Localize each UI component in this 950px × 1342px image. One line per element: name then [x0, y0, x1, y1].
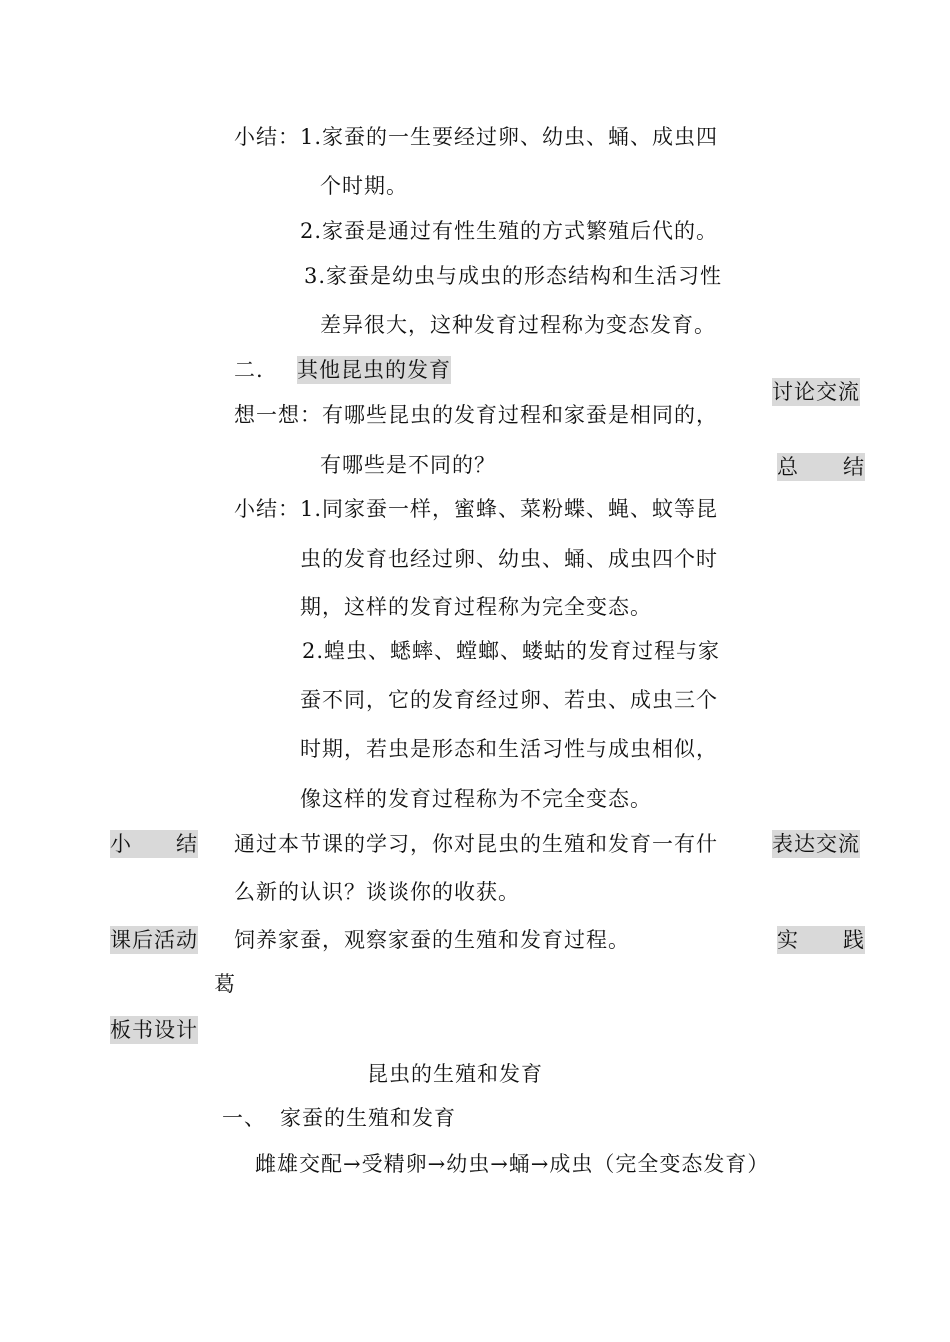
board-section-number: 一、 — [222, 1106, 266, 1130]
note-practice: 实 践 — [777, 928, 865, 952]
summary2-label: 小结： — [234, 497, 300, 521]
summary2-point1-line1: 1.同家蚕一样，蜜蜂、菜粉蝶、蝇、蚊等昆 — [300, 497, 719, 521]
think-label: 想一想： — [234, 403, 322, 427]
summary2-point1-line2: 虫的发育也经过卵、幼虫、蛹、成虫四个时 — [300, 547, 718, 571]
note-summarize: 总 结 — [777, 455, 865, 479]
summary2-point2-line3: 时期，若虫是形态和生活习性与成虫相似， — [300, 737, 718, 761]
summary1-point3-line2: 差异很大，这种发育过程称为变态发育。 — [320, 313, 716, 337]
conclusion-line1: 通过本节课的学习，你对昆虫的生殖和发育一有什 — [234, 832, 718, 856]
summary2-point2-line1: 2.蝗虫、蟋蟀、螳螂、蝼蛄的发育过程与家 — [302, 639, 721, 663]
board-section-title: 家蚕的生殖和发育 — [280, 1106, 456, 1130]
note-discuss: 讨论交流 — [772, 380, 860, 404]
after-class-text: 饲养家蚕，观察家蚕的生殖和发育过程。 — [234, 928, 630, 952]
summary1-point1-line2: 个时期。 — [320, 174, 408, 198]
stray-character: 葛 — [214, 972, 236, 996]
summary2-point2-line4: 像这样的发育过程称为不完全变态。 — [300, 787, 652, 811]
think-line1: 有哪些昆虫的发育过程和家蚕是相同的， — [322, 403, 718, 427]
summary2-point1-line3: 期，这样的发育过程称为完全变态。 — [300, 595, 652, 619]
summary2-point2-line2: 蚕不同，它的发育经过卵、若虫、成虫三个 — [300, 688, 718, 712]
conclusion-label: 小 结 — [110, 832, 198, 856]
board-flow: 雌雄交配→受精卵→幼虫→蛹→成虫（完全变态发育） — [255, 1152, 770, 1176]
summary1-point1-line1: 1.家蚕的一生要经过卵、幼虫、蛹、成虫四 — [300, 125, 719, 149]
think-line2: 有哪些是不同的？ — [320, 453, 496, 477]
section2-title: 其他昆虫的发育 — [297, 358, 451, 382]
section2-number: 二. — [234, 358, 264, 382]
note-express: 表达交流 — [772, 832, 860, 856]
conclusion-line2: 么新的认识？谈谈你的收获。 — [234, 880, 520, 904]
board-design-label: 板书设计 — [110, 1018, 198, 1042]
board-title: 昆虫的生殖和发育 — [367, 1062, 543, 1086]
summary-label: 小结： — [234, 125, 300, 149]
summary1-point2: 2.家蚕是通过有性生殖的方式繁殖后代的。 — [300, 219, 719, 243]
after-class-label: 课后活动 — [110, 928, 198, 952]
summary1-point3-line1: 3.家蚕是幼虫与成虫的形态结构和生活习性 — [304, 264, 723, 288]
